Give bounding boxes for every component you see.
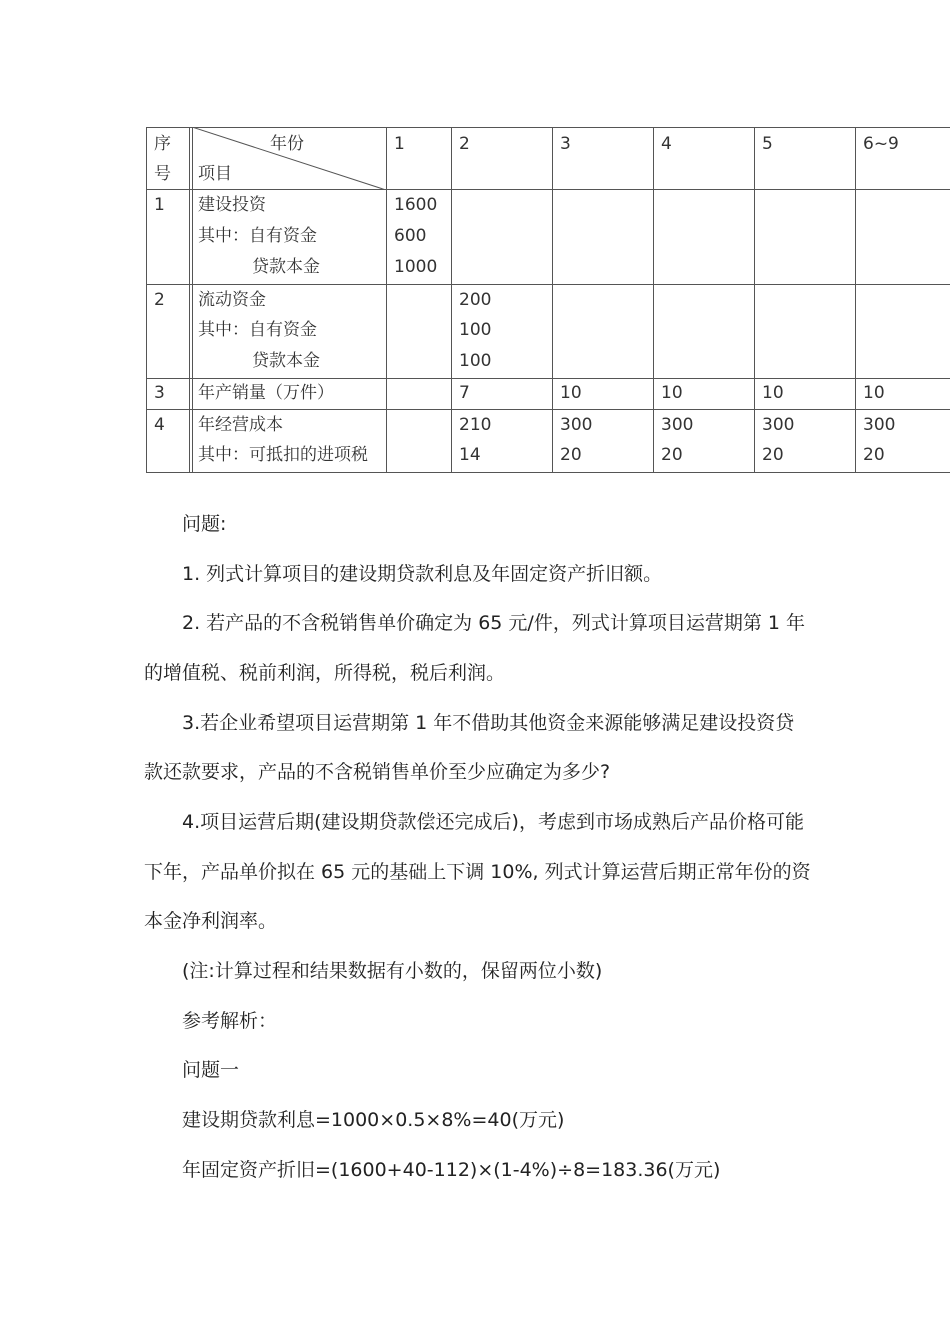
- table-cell: 100: [459, 351, 492, 371]
- question-3-line-2: 款还款要求，产品的不含税销售单价至少应确定为多少?: [144, 761, 611, 783]
- table-cell: 1000: [394, 257, 438, 277]
- table-rule: [451, 127, 452, 473]
- header-year: 2: [459, 134, 470, 154]
- row-item: 贷款本金: [252, 257, 320, 277]
- row-item: 年经营成本: [198, 415, 283, 435]
- table-cell: 210: [459, 415, 492, 435]
- row-seq: 3: [154, 383, 165, 403]
- row-item: 年产销量（万件）: [198, 383, 334, 403]
- header-year: 6~9: [863, 134, 899, 154]
- row-seq: 1: [154, 195, 165, 215]
- row-item: 其中：可抵扣的进项税: [198, 445, 368, 465]
- table-cell: 20: [762, 445, 784, 465]
- question-4-line-1: 4.项目运营后期(建设期贷款偿还完成后)，考虑到市场成熟后产品价格可能: [182, 811, 804, 833]
- table-cell: 300: [863, 415, 896, 435]
- table-cell: 100: [459, 320, 492, 340]
- table-cell: 300: [762, 415, 795, 435]
- answer-1-interest: 建设期贷款利息=1000×0.5×8%=40(万元): [182, 1109, 565, 1131]
- table-rule: [189, 127, 190, 473]
- table-rule: [653, 127, 654, 473]
- row-item: 贷款本金: [252, 351, 320, 371]
- table-cell: 20: [661, 445, 683, 465]
- table-border-bottom: [146, 472, 950, 473]
- calculation-note: (注:计算过程和结果数据有小数的，保留两位小数): [182, 960, 603, 982]
- question-2-line-1: 2. 若产品的不含税销售单价确定为 65 元/件，列式计算项目运营期第 1 年: [182, 612, 805, 634]
- table-cell: 10: [762, 383, 784, 403]
- header-year: 3: [560, 134, 571, 154]
- table-cell: 10: [863, 383, 885, 403]
- table-cell: 200: [459, 290, 492, 310]
- row-item: 流动资金: [198, 290, 266, 310]
- table-cell: 14: [459, 445, 481, 465]
- question-4-line-2: 下年，产品单价拟在 65 元的基础上下调 10%, 列式计算运营后期正常年份的资: [144, 861, 811, 883]
- question-2-line-2: 的增值税、税前利润，所得税，税后利润。: [144, 662, 506, 684]
- table-rule: [855, 127, 856, 473]
- row-seq: 4: [154, 415, 165, 435]
- table-cell: 20: [863, 445, 885, 465]
- table-cell: 300: [661, 415, 694, 435]
- table-cell: 10: [560, 383, 582, 403]
- analysis-heading: 参考解析：: [182, 1010, 278, 1032]
- row-item: 其中：自有资金: [198, 320, 317, 340]
- header-year-label: 年份: [270, 134, 304, 154]
- header-year: 4: [661, 134, 672, 154]
- questions-heading: 问题:: [182, 513, 227, 535]
- table-cell: 300: [560, 415, 593, 435]
- table-cell: 20: [560, 445, 582, 465]
- row-item: 其中：自有资金: [198, 226, 317, 246]
- question-4-line-3: 本金净利润率。: [144, 910, 278, 932]
- row-seq: 2: [154, 290, 165, 310]
- table-cell: 7: [459, 383, 470, 403]
- table-cell: 1600: [394, 195, 438, 215]
- table-rule: [146, 284, 950, 285]
- question-3-line-1: 3.若企业希望项目运营期第 1 年不借助其他资金来源能够满足建设投资贷: [182, 712, 795, 734]
- row-item: 建设投资: [198, 195, 266, 215]
- header-year: 5: [762, 134, 773, 154]
- header-seq-line2: 号: [154, 164, 171, 184]
- table-cell: 10: [661, 383, 683, 403]
- table-rule: [754, 127, 755, 473]
- table-rule: [386, 127, 387, 473]
- answer-1-heading: 问题一: [182, 1059, 240, 1081]
- table-border-left: [146, 127, 147, 473]
- answer-1-depreciation: 年固定资产折旧=(1600+40-112)×(1-4%)÷8=183.36(万元): [182, 1159, 721, 1181]
- header-item-label: 项目: [198, 164, 232, 184]
- header-seq-line1: 序: [154, 134, 171, 154]
- cost-data-table: [146, 127, 950, 473]
- header-year: 1: [394, 134, 405, 154]
- table-cell: 600: [394, 226, 427, 246]
- table-rule: [552, 127, 553, 473]
- question-1: 1. 列式计算项目的建设期贷款利息及年固定资产折旧额。: [182, 563, 663, 585]
